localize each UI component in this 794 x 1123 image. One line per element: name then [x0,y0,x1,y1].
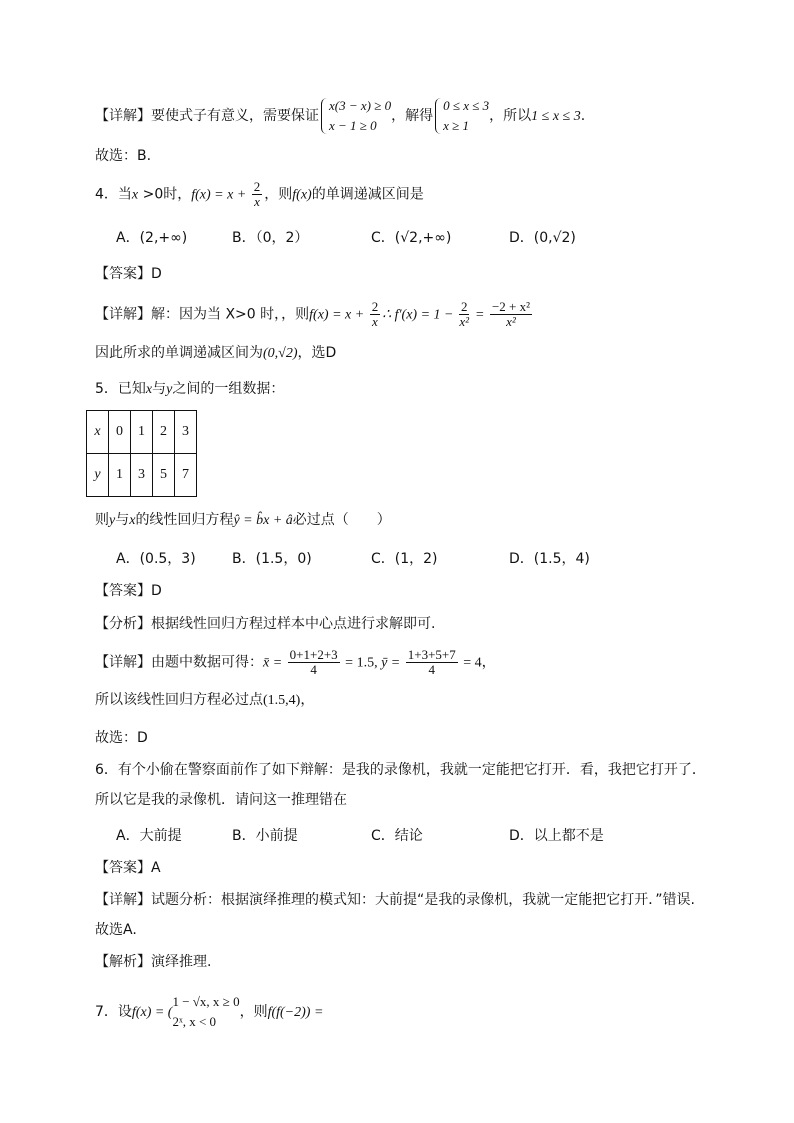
q6-option-a: A．大前提 [116,828,182,844]
q6-answer-line [95,858,161,878]
q4-conclusion [95,343,336,364]
q4-detail-frac1 [370,300,381,329]
q6-option-b: B．小前提 [232,828,298,844]
q5-concl-c: ， [300,692,315,708]
q4-option-c: C．(√2,+∞) [371,230,452,246]
q4-fraction [252,180,263,209]
q5-xbar-num: 0+1+2+3 [289,647,338,662]
q6-stem-line2: 所以它是我的录像机．请问这一推理错在 [95,792,347,808]
q3-tail-a: ，所以 [489,108,532,124]
q6-option-d: D．以上都不是 [509,828,604,844]
q6-option-c: C．结论 [371,828,423,844]
q6-detail-line [95,890,695,910]
q5-ybar-num: 1+3+5+7 [407,647,456,662]
q4-concl-a: 因此所求的单调递减区间为 [95,345,263,361]
answer-tag: 【答案】 [95,860,151,876]
q3-detail-line [95,96,585,136]
q5-option-c: C．(1，2) [371,551,438,567]
q4-end: 的单调递减区间是 [311,186,424,203]
table-cell: 1 [109,454,131,497]
q5-x: x [145,382,153,397]
q4-detail-frac1-num: 2 [371,299,379,314]
q5-ybar-frac [406,648,458,677]
q5-concl-a: 所以该线性回归方程必过点 [95,692,263,708]
q4-detail-frac1-den: x [372,314,378,329]
q4-mid: ，则 [264,186,293,203]
answer-tag: 【答案】 [95,583,151,599]
q4-detail-line [95,300,534,329]
q4-concl-interval: (0,√2) [263,346,298,361]
table-row [87,411,197,454]
q5-conclusion [95,690,314,711]
q3-detail-text: 要使式子有意义，需要保证 [151,108,319,124]
detail-tag: 【详解】 [95,108,151,124]
table-cell: 1 [131,411,153,454]
q5-ybar-den: 4 [428,662,435,677]
q4-concl-c: ，选D [297,345,337,361]
q5-option-d: D．(1.5，4) [509,551,590,567]
q5-xbar: x̄ = [263,655,286,671]
table-cell: 0 [109,411,131,454]
q5-q-a: 则 [95,512,109,528]
q3-sol2: x ≥ 1 [443,118,470,133]
q4-cond: >0时， [138,186,192,203]
q3-cond1: x(3 − x) ≥ 0 [329,98,392,113]
q5-question [95,510,391,531]
q4-frac-num: 2 [253,179,261,194]
table-cell: 7 [175,454,197,497]
q4-detail-frac2-num: 2 [460,299,468,314]
q4-fx: f(x) [292,187,312,203]
q4-frac-den: x [254,194,260,209]
q5-detail-text: 由题中数据可得： [151,654,263,671]
answer-tag: 【答案】 [95,266,151,282]
table-row [87,454,197,497]
q3-mid: ，解得 [391,108,434,124]
q6-jiexi-line [95,952,211,972]
q4-var: x [131,187,139,203]
q5-regression-eq: ŷ = b̂x + â [233,513,293,528]
q5-q-b: 的线性回归方程 [135,512,234,528]
q4-detail-frac2-den: x² [459,314,470,329]
q5-ybar-val: = 4 [459,655,482,671]
q4-detail-text: 解：因为当 X>0 时，，则 [151,306,310,323]
q4-number: 4．当 [95,186,132,203]
q3-condition-system [319,96,391,136]
q3-tail-c: . [580,108,586,124]
q5-yu: 与 [152,381,167,397]
table-cell: 3 [175,411,197,454]
q4-detail-frac3 [490,300,532,329]
q5-ybar: ȳ = [381,655,404,671]
q7-question: f(f(−2)) = [267,1005,324,1020]
q5-q-x: x [129,513,136,528]
q5-option-b: B．(1.5，0) [232,551,312,567]
q4-answer: D [151,266,162,282]
table-header-y: y [87,454,109,497]
q5-xbar-frac [288,648,340,677]
q5-detail-end: ， [481,654,496,671]
q5-q-c: 必过点（ ） [292,512,391,528]
q3-range: 1 ≤ x ≤ 3 [531,109,581,124]
q4-detail-frac2 [459,300,470,329]
detail-tag: 【详解】 [95,892,151,908]
jiexi-tag: 【解析】 [95,954,151,970]
q5-xbar-val: = 1.5, [341,655,382,671]
table-header-x: x [87,411,109,454]
q4-detail-frac3-num: −2 + x² [491,299,530,314]
analysis-tag: 【分析】 [95,616,151,632]
q7-number: 7．设 [95,1004,132,1020]
q5-choice: 故选：D [95,730,148,746]
q5-stem-b: 之间的一组数据： [172,381,285,397]
q7-stem [95,992,323,1032]
q6-jiexi: 演绎推理. [151,954,212,970]
q3-solution-system [433,96,489,136]
q4-detail-f: f(x) = x + [309,307,368,323]
q6-stem-line1: 6．有个小偷在警察面前作了如下辩解：是我的录像机，我就一定能把它打开．看，我把它打开了． [95,762,706,778]
q7-end: ，则 [239,1004,268,1020]
detail-tag: 【详解】 [95,306,151,323]
q3-sol1: 0 ≤ x ≤ 3 [443,98,490,113]
q5-option-a: A．(0.5，3) [116,551,196,567]
q6-choice: 故选A. [95,922,137,938]
q5-answer-line [95,581,162,601]
q5-number: 5．已知 [95,381,146,397]
q5-y: y [166,382,173,397]
q3-cond2: x − 1 ≥ 0 [329,118,377,133]
q4-option-b: B．（0，2） [232,230,309,246]
q5-q-yu: 与 [115,512,130,528]
q5-xbar-den: 4 [310,662,317,677]
q7-case1: 1 − √x, x ≥ 0 [172,994,240,1009]
detail-tag: 【详解】 [95,654,151,671]
q4-eq: = [471,307,488,323]
q5-q-y: y [109,513,116,528]
table-cell: 2 [153,411,175,454]
q5-analysis: 根据线性回归方程过样本中心点进行求解即可. [151,616,436,632]
table-cell: 5 [153,454,175,497]
q5-concl-point: (1.5,4) [263,693,301,708]
q5-stem [95,379,284,400]
q5-data-table [86,410,197,497]
q5-answer: D [151,583,162,599]
q4-derivative: ∴ f′(x) = 1 − [382,307,457,323]
q6-detail: 试题分析：根据演绎推理的模式知：大前提“是我的录像机，我就一定能把它打开．”错误. [151,892,695,908]
q5-analysis-line [95,614,435,634]
q7-function: f(x) = ( [131,1005,173,1020]
q3-choice: 故选：B. [95,148,152,164]
q4-function: f(x) = x + [191,187,250,203]
q4-option-a: A．(2,+∞) [116,230,188,246]
q7-case2: 2ˣ, x < 0 [172,1014,217,1029]
table-cell: 3 [131,454,153,497]
q5-detail-line [95,648,496,677]
q6-answer: A [151,860,161,876]
q4-detail-frac3-den: x² [506,314,516,329]
q7-cases [172,992,239,1032]
q4-answer-line [95,264,162,284]
q4-stem [95,180,424,209]
q4-option-d: D．(0,√2) [509,230,576,246]
